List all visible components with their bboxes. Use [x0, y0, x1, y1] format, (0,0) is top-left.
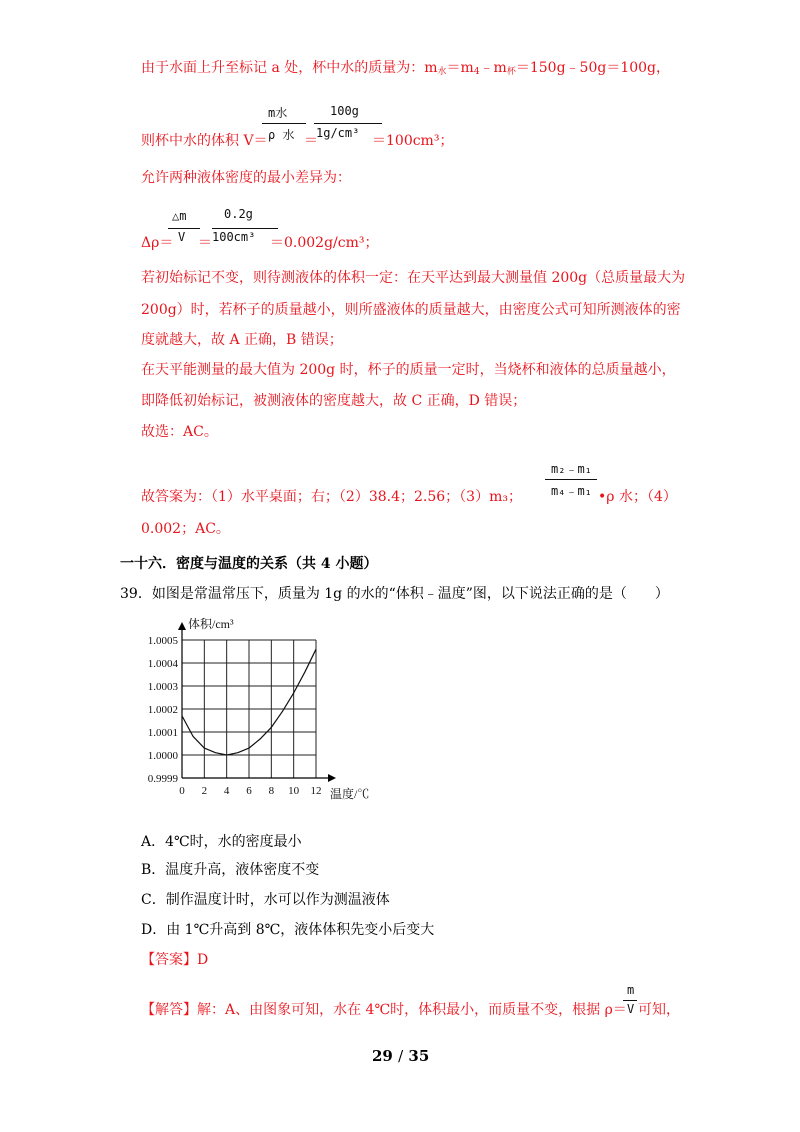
density-result: ＝0.002g/cm³；: [270, 235, 379, 251]
vol-frac-den1: ρ 水: [268, 128, 295, 142]
den-frac-den2: 100cm³: [212, 230, 256, 244]
volume-eq: ＝: [304, 133, 318, 149]
analysis-prefix: 【解答】解：A、由图象可知，水在 4℃时，体积最小，而质量不变，根据 ρ＝: [141, 1002, 627, 1018]
volume-temperature-chart: [130, 612, 390, 802]
mass-text-b: ＝m: [446, 60, 474, 76]
mass-text-c: ﹣m: [479, 60, 507, 76]
page-number: 29: [372, 1047, 393, 1065]
sub-4: 4: [473, 67, 480, 77]
mass-text-a: 由于水面上升至标记 a 处，杯中水的质量为：m: [141, 60, 438, 76]
den-frac-num1: △m: [172, 209, 187, 223]
question-stem: 39．如图是常温常压下，质量为 1g 的水的“体积﹣温度”图，以下说法正确的是（ ）: [120, 586, 669, 602]
y-tick-label-0: 0.9999: [147, 773, 178, 785]
x-tick-label-0: 0: [179, 785, 185, 797]
option-a: A．4℃时，水的密度最小: [141, 834, 302, 850]
option-d: D．由 1℃升高到 8℃，液体体积先变小后变大: [141, 922, 435, 938]
page-footer: [372, 1046, 429, 1066]
para2-line2: 即降低初始标记，被测液体的密度越大，故 C 正确，D 错误；: [141, 393, 527, 409]
answer-line2: 0.002；AC。: [141, 521, 230, 537]
density-diff-intro: 允许两种液体密度的最小差异为：: [141, 170, 351, 186]
ans-frac-num: m₂﹣m₁: [551, 462, 592, 476]
mass-line: [141, 58, 670, 82]
den-frac-bar2: [212, 228, 278, 229]
y-tick-label-3: 1.0002: [147, 704, 178, 716]
x-tick-label-4: 8: [268, 785, 275, 797]
x-axis-label: 温度/℃: [330, 787, 370, 801]
x-tick-label-5: 10: [288, 785, 300, 797]
analysis-suffix: 可知，: [638, 1002, 680, 1018]
vol-frac-bar1: [262, 123, 306, 124]
y-tick-label-5: 1.0004: [147, 658, 178, 670]
vol-frac-num1: m水: [268, 106, 288, 120]
density-prefix: Δρ＝: [141, 235, 174, 251]
option-b: B．温度升高，液体密度不变: [141, 862, 320, 878]
x-axis-arrow: [328, 774, 336, 782]
analysis-frac-num: m: [627, 983, 635, 997]
answer-prefix: 故答案为：（1）水平桌面；右；（2）38.4；2.56；（3）m₃；: [141, 489, 522, 505]
y-axis-label: 体积/cm³: [188, 617, 234, 631]
y-axis-arrow: [178, 622, 186, 630]
section-title: 一十六．密度与温度的关系（共 4 小题）: [120, 556, 378, 572]
mass-text-d: ＝150g﹣50g＝100g，: [515, 60, 671, 76]
para2-line1: 在天平能测量的最大值为 200g 时，杯子的质量一定时，当烧杯和液体的总质量越小，: [141, 362, 676, 378]
den-frac-bar1: [168, 228, 200, 229]
y-tick-label-1: 1.0000: [147, 750, 178, 762]
y-tick-label-4: 1.0003: [147, 681, 178, 693]
sub-cup: 杯: [506, 67, 516, 77]
x-tick-label-2: 4: [223, 785, 230, 797]
answer-suffix: •ρ 水；（4）: [598, 489, 677, 505]
page-total: 35: [408, 1047, 430, 1065]
analysis-frac-den: V: [627, 1002, 635, 1016]
volume-result: ＝100cm³；: [372, 133, 454, 149]
x-tick-label-6: 12: [310, 785, 322, 797]
page-sep: /: [398, 1047, 404, 1065]
den-frac-num2: 0.2g: [224, 207, 253, 221]
choice-text: 故选：AC。: [141, 424, 218, 440]
vol-frac-den2: 1g/cm³: [316, 126, 360, 140]
volume-prefix: 则杯中水的体积 V＝: [141, 133, 268, 149]
para1-line3: 度就越大，故 A 正确，B 错误；: [141, 332, 343, 348]
option-c: C．制作温度计时，水可以作为测温液体: [141, 892, 390, 908]
density-eq: ＝: [198, 235, 212, 251]
y-tick-label-6: 1.0005: [147, 635, 178, 647]
den-frac-den1: V: [178, 230, 186, 244]
para1-line1: 若初始标记不变，则待测液体的体积一定：在天平达到最大测量值 200g（总质量最大为: [141, 270, 686, 286]
x-tick-label-3: 6: [246, 785, 252, 797]
para1-line2: 200g）时，若杯子的质量越小，则所盛液体的质量越大，由密度公式可知所测液体的密: [141, 302, 681, 318]
y-tick-label-2: 1.0001: [147, 727, 178, 739]
x-tick-label-1: 2: [201, 785, 208, 797]
ans-frac-den: m₄﹣m₁: [551, 484, 592, 498]
answer-label: 【答案】D: [141, 952, 209, 968]
vol-frac-num2: 100g: [330, 104, 359, 118]
ans-frac-bar: [545, 479, 597, 480]
sub-water: 水: [437, 67, 447, 77]
vol-frac-bar2: [314, 123, 382, 124]
